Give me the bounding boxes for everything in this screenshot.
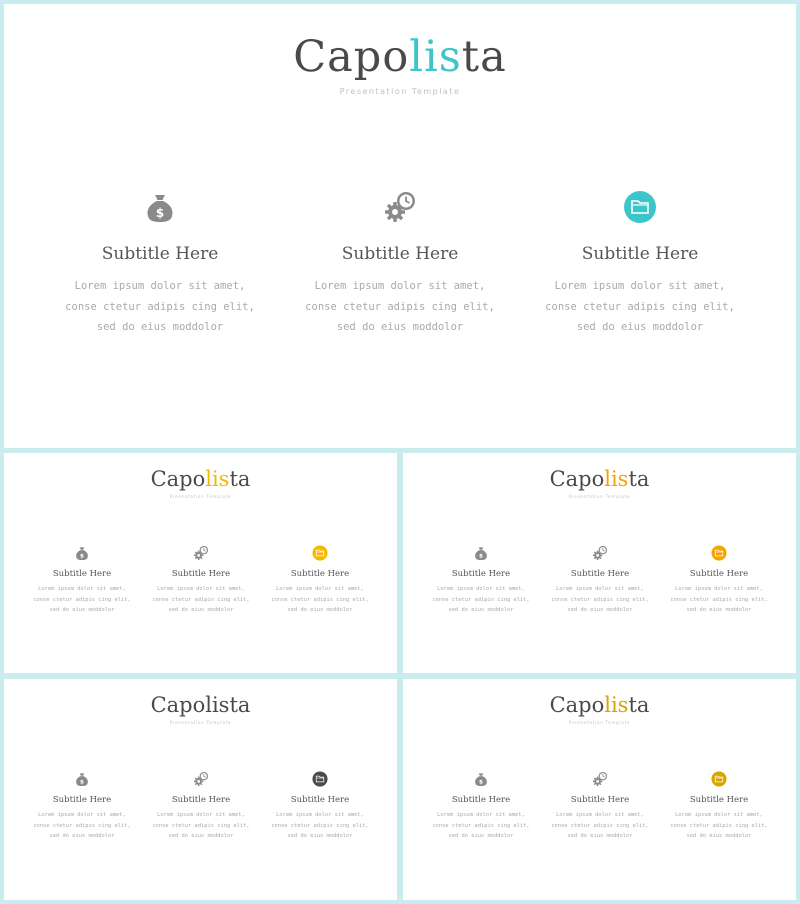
brand-prefix: Capo xyxy=(293,32,410,82)
gear-clock-icon xyxy=(383,190,417,224)
brand-title xyxy=(4,32,796,82)
feature-column xyxy=(151,545,251,616)
slide-thumbnail-gold[interactable] xyxy=(403,679,796,900)
brand-suffix: ta xyxy=(229,467,251,491)
folder-icon xyxy=(312,771,328,787)
svg-text:$: $ xyxy=(479,779,483,786)
feature-column xyxy=(60,190,260,338)
feature-column xyxy=(32,545,132,616)
brand-highlight: lis xyxy=(604,693,629,717)
feature-column xyxy=(550,771,650,842)
column-subtitle: Subtitle Here xyxy=(451,795,511,805)
slide-main[interactable] xyxy=(4,4,796,448)
column-subtitle: Subtitle Here xyxy=(290,569,350,579)
feature-column xyxy=(669,545,769,616)
column-subtitle: Subtitle Here xyxy=(171,569,231,579)
column-body-text: Lorem ipsum dolor sit amet, conse ctetur adipis cing elit, sed do eius moddolor xyxy=(551,586,649,613)
brand-prefix: Capo xyxy=(150,467,206,491)
feature-column xyxy=(550,545,650,616)
tagline: Presentation Template xyxy=(169,720,232,725)
money-bag-icon xyxy=(74,545,90,561)
column-subtitle: Subtitle Here xyxy=(451,569,511,579)
column-subtitle: Subtitle Here xyxy=(689,795,749,805)
gear-clock-icon xyxy=(592,545,608,561)
column-body-text: Lorem ipsum dolor sit amet, conse ctetur adipis cing elit, sed do eius moddolor xyxy=(545,280,735,333)
column-body-text: Lorem ipsum dolor sit amet, conse ctetur adipis cing elit, sed do eius moddolor xyxy=(33,586,131,613)
brand-prefix: Capo xyxy=(549,693,605,717)
folder-icon xyxy=(711,771,727,787)
column-body-text: Lorem ipsum dolor sit amet, conse ctetur adipis cing elit, sed do eius moddolor xyxy=(305,280,495,333)
column-body-text: Lorem ipsum dolor sit amet, conse ctetur adipis cing elit, sed do eius moddolor xyxy=(432,586,530,613)
column-body-text: Lorem ipsum dolor sit amet, conse ctetur adipis cing elit, sed do eius moddolor xyxy=(152,812,250,839)
feature-column xyxy=(431,771,531,842)
tagline: Presentation Template xyxy=(169,494,232,499)
column-subtitle: Subtitle Here xyxy=(52,569,112,579)
brand-title xyxy=(403,693,796,717)
slide-thumbnail-orange[interactable] xyxy=(403,453,796,673)
brand-title xyxy=(403,467,796,491)
brand-prefix: Capo xyxy=(150,693,206,717)
column-body-text: Lorem ipsum dolor sit amet, conse ctetur adipis cing elit, sed do eius moddolor xyxy=(271,586,369,613)
gear-clock-icon xyxy=(193,771,209,787)
brand-prefix: Capo xyxy=(549,467,605,491)
column-subtitle: Subtitle Here xyxy=(689,569,749,579)
column-body-text: Lorem ipsum dolor sit amet, conse ctetur adipis cing elit, sed do eius moddolor xyxy=(65,280,255,333)
feature-column xyxy=(270,545,370,616)
feature-column xyxy=(270,771,370,842)
money-bag-icon xyxy=(143,190,177,224)
svg-text:$: $ xyxy=(479,553,483,560)
column-body-text: Lorem ipsum dolor sit amet, conse ctetur adipis cing elit, sed do eius moddolor xyxy=(432,812,530,839)
gear-clock-icon xyxy=(592,771,608,787)
column-body-text: Lorem ipsum dolor sit amet, conse ctetur adipis cing elit, sed do eius moddolor xyxy=(271,812,369,839)
brand-highlight: lis xyxy=(604,467,629,491)
folder-icon xyxy=(711,545,727,561)
folder-icon xyxy=(312,545,328,561)
column-subtitle: Subtitle Here xyxy=(171,795,231,805)
svg-text:$: $ xyxy=(155,206,165,220)
column-body-text: Lorem ipsum dolor sit amet, conse ctetur adipis cing elit, sed do eius moddolor xyxy=(670,586,768,613)
svg-text:$: $ xyxy=(80,553,84,560)
brand-suffix: ta xyxy=(229,693,251,717)
brand-title xyxy=(4,693,397,717)
money-bag-icon xyxy=(473,545,489,561)
column-subtitle: Subtitle Here xyxy=(52,795,112,805)
column-subtitle: Subtitle Here xyxy=(101,244,219,264)
tagline: Presentation Template xyxy=(568,720,631,725)
money-bag-icon xyxy=(473,771,489,787)
column-subtitle: Subtitle Here xyxy=(341,244,459,264)
brand-highlight: lis xyxy=(409,32,462,82)
folder-icon xyxy=(623,190,657,224)
svg-text:$: $ xyxy=(80,779,84,786)
feature-column xyxy=(32,771,132,842)
column-body-text: Lorem ipsum dolor sit amet, conse ctetur adipis cing elit, sed do eius moddolor xyxy=(152,586,250,613)
column-subtitle: Subtitle Here xyxy=(290,795,350,805)
feature-column xyxy=(431,545,531,616)
slide-thumbnail-yellow[interactable] xyxy=(4,453,397,673)
column-subtitle: Subtitle Here xyxy=(570,795,630,805)
column-body-text: Lorem ipsum dolor sit amet, conse ctetur adipis cing elit, sed do eius moddolor xyxy=(33,812,131,839)
brand-suffix: ta xyxy=(628,693,650,717)
brand-suffix: ta xyxy=(628,467,650,491)
column-subtitle: Subtitle Here xyxy=(570,569,630,579)
brand-title xyxy=(4,467,397,491)
tagline: Presentation Template xyxy=(339,87,461,96)
feature-column xyxy=(300,190,500,338)
money-bag-icon xyxy=(74,771,90,787)
column-body-text: Lorem ipsum dolor sit amet, conse ctetur adipis cing elit, sed do eius moddolor xyxy=(670,812,768,839)
feature-column xyxy=(151,771,251,842)
brand-suffix: ta xyxy=(461,32,507,82)
brand-highlight: lis xyxy=(205,693,230,717)
brand-highlight: lis xyxy=(205,467,230,491)
column-body-text: Lorem ipsum dolor sit amet, conse ctetur adipis cing elit, sed do eius moddolor xyxy=(551,812,649,839)
slide-thumbnail-dark[interactable] xyxy=(4,679,397,900)
feature-column xyxy=(669,771,769,842)
tagline: Presentation Template xyxy=(568,494,631,499)
column-subtitle: Subtitle Here xyxy=(581,244,699,264)
feature-column xyxy=(540,190,740,338)
gear-clock-icon xyxy=(193,545,209,561)
